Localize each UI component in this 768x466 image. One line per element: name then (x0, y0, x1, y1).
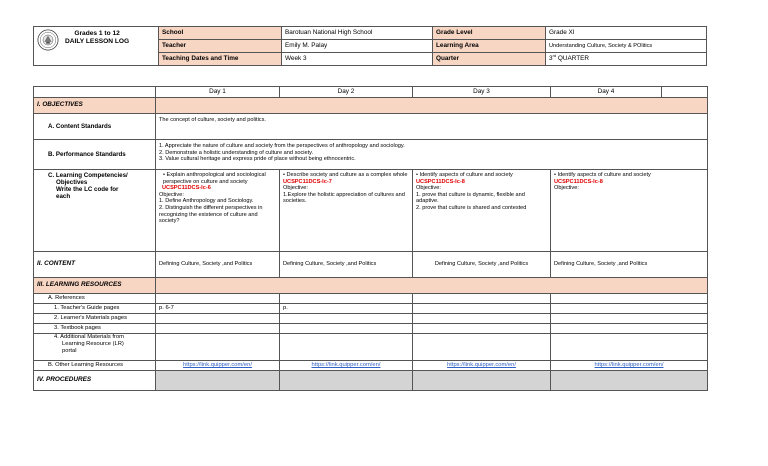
performance-standard-2: 2. Demonstrate a holistic understanding of culture and society. (159, 149, 314, 156)
teachers-guide-label: 1. Teacher's Guide pages (34, 304, 156, 314)
other-resources-label: B. Other Learning Resources (34, 361, 156, 371)
day4-link-cell (551, 361, 708, 371)
day2-lc-code: UCSPC11DCS-Ic-7 (283, 178, 332, 185)
day5-header (662, 87, 708, 98)
day3-resource-link[interactable]: https://link.quipper.com/en/ (447, 362, 516, 368)
teacher-value: Emily M. Palay (282, 40, 433, 53)
day3-header: Day 3 (413, 87, 551, 98)
additional-materials-label: 4. Additional Materials from Learning Resource (LR) portal (34, 334, 156, 361)
day4-content: Defining Culture, Society ,and Politics (551, 252, 708, 278)
doc-title-dll: DAILY LESSON LOG (65, 38, 130, 45)
day4-lc-code: UCSPC11DCS-Ic-8 (554, 178, 603, 185)
day4-tg-pages (551, 304, 708, 314)
day3-content: Defining Culture, Society ,and Politics (413, 252, 551, 278)
day1-resource-link[interactable]: https://link.quipper.com/en/ (183, 362, 252, 368)
performance-standard-3: 3. Value cultural heritage and express pride of place without being ethnocentric. (159, 156, 356, 163)
resources-section-fill (156, 278, 708, 294)
day4-resource-link[interactable]: https://link.quipper.com/en/ (594, 362, 664, 368)
day1-header: Day 1 (156, 87, 280, 98)
performance-standard-1: 1. Appreciate the nature of culture and society from the perspectives of anthropology and sociology. (159, 143, 405, 149)
textbook-pages-label: 3. Textbook pages (34, 324, 156, 334)
content-standards-value: The concept of culture, society and politics. (156, 114, 708, 140)
day4-header: Day 4 (551, 87, 662, 98)
day2-tg-pages: p. (280, 304, 413, 314)
day4-competency: • Identify aspects of culture and society UCSPC11DCS-Ic-8 Objective: (551, 170, 708, 252)
day4-procedures (551, 371, 708, 391)
performance-standards-label: B. Performance Standards (34, 140, 156, 170)
content-standards-label: A. Content Standards (34, 114, 156, 140)
learning-area-label: Learning Area (433, 40, 546, 53)
lesson-log-table (33, 86, 708, 391)
day3-procedures (413, 371, 551, 391)
grade-level-value: Grade XI (546, 27, 707, 40)
day2-header: Day 2 (280, 87, 413, 98)
day3-link-cell (413, 361, 551, 371)
day3-tg-pages (413, 304, 551, 314)
grade-level-label: Grade Level (433, 27, 546, 40)
day2-content: Defining Culture, Society ,and Politics (280, 252, 413, 278)
school-label: School (159, 27, 282, 40)
quarter-value: 3rd QUARTER (546, 53, 707, 66)
day3-lc-code: UCSPC11DCS-Ic-8 (416, 178, 465, 185)
day1-procedures (156, 371, 280, 391)
day3-competency: • Identify aspects of culture and society UCSPC11DCS-Ic-8 Objective: 1. prove that culture is dynamic, flexible and adaptive. 2. prove that culture is shared and contested (413, 170, 551, 252)
day1-tg-pages: p. 6-7 (156, 304, 280, 314)
corner-cell (34, 87, 156, 98)
day1-competency: • Explain anthropological and sociological perspective on culture and society UCSPC11DCS-Ic-6 Objective: 1. Define Anthropology and Sociology. 2. Distinguish the different perspectives in recognizing the existence of culture and society? (156, 170, 280, 252)
learning-area-value: Understanding Culture, Society & POlitics (546, 40, 707, 53)
content-section: II. CONTENT (34, 252, 156, 278)
teacher-label: Teacher (159, 40, 282, 53)
competencies-label: C. Learning Competencies/ Objectives Write the LC code for each (34, 170, 156, 252)
dates-label: Teaching Dates and Time (159, 53, 282, 66)
day2-competency: • Describe society and culture as a complex whole UCSPC11DCS-Ic-7 Objective: 1.Explore the holistic appreciation of cultures and societies. (280, 170, 413, 252)
performance-standards-value (156, 140, 708, 170)
deped-seal-icon (37, 29, 59, 51)
procedures-section: IV. PROCEDURES (34, 371, 156, 391)
day1-lc-code: UCSPC11DCS-Ic-6 (162, 185, 211, 192)
logo-title-cell (34, 27, 159, 66)
day2-resource-link[interactable]: https://link.quipper.com/en/ (311, 362, 381, 368)
day2-procedures (280, 371, 413, 391)
doc-title-grades: Grades 1 to 12 (74, 30, 120, 37)
school-value: Barotuan National High School (282, 27, 433, 40)
quarter-label: Quarter (433, 53, 546, 66)
header-table (33, 26, 707, 66)
day1-content: Defining Culture, Society ,and Politics (156, 252, 280, 278)
day1-link-cell (156, 361, 280, 371)
resources-section: III. LEARNING RESOURCES (34, 278, 156, 294)
objectives-section: I. OBJECTIVES (34, 98, 156, 114)
references-label: A. References (34, 294, 156, 304)
dates-value: Week 3 (282, 53, 433, 66)
day2-link-cell (280, 361, 413, 371)
learners-materials-label: 2. Learner's Materials pages (34, 314, 156, 324)
objectives-section-fill (156, 98, 708, 114)
